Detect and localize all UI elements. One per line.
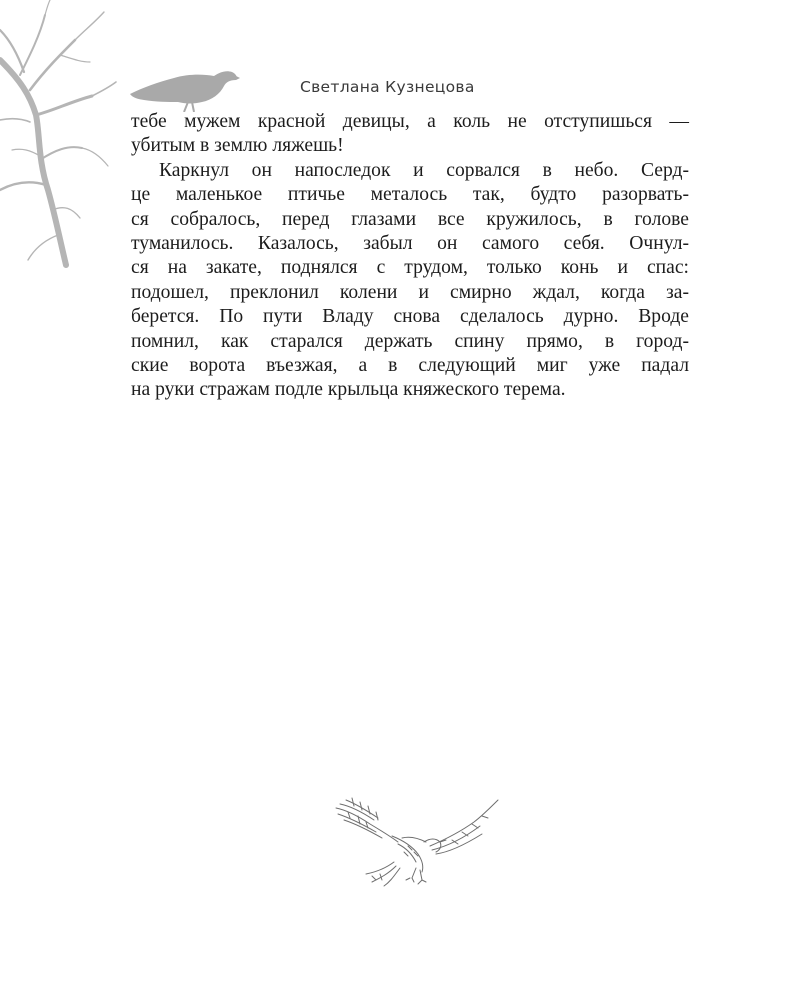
text-line: тебе мужем красной девицы, а коль не отступишься — bbox=[131, 111, 689, 132]
text-line: це маленькое птичье металось так, будто разорвать- bbox=[131, 184, 689, 206]
paragraph bbox=[131, 110, 689, 159]
text-line: убитым в землю ляжешь! bbox=[131, 135, 344, 157]
flying-bird-icon bbox=[332, 796, 500, 888]
text-line: подошел, преклонил колени и смирно ждал, когда за- bbox=[131, 281, 689, 303]
crow-icon bbox=[128, 68, 240, 112]
text-line: ся собралось, перед глазами все кружилось, в голове bbox=[131, 208, 689, 230]
body-text bbox=[131, 110, 689, 403]
text-line: ские ворота въезжая, а в следующий миг уже падал bbox=[131, 354, 689, 376]
tree-branch-icon bbox=[0, 0, 120, 270]
running-header-author: Светлана Кузнецова bbox=[300, 78, 475, 96]
text-line: ся на закате, поднялся с трудом, только конь и спас: bbox=[131, 257, 689, 279]
text-line: на руки стражам подле крыльца княжеского терема. bbox=[131, 379, 566, 401]
text-line: туманилось. Казалось, забыл он самого себя. Очнул- bbox=[131, 232, 689, 254]
paragraph bbox=[131, 159, 689, 403]
text-line: помнил, как старался держать спину прямо, в город- bbox=[131, 330, 689, 352]
text-line: Каркнул он напоследок и сорвался в небо. Серд- bbox=[159, 159, 689, 181]
text-line: берется. По пути Владу снова сделалось дурно. Вроде bbox=[131, 306, 689, 328]
